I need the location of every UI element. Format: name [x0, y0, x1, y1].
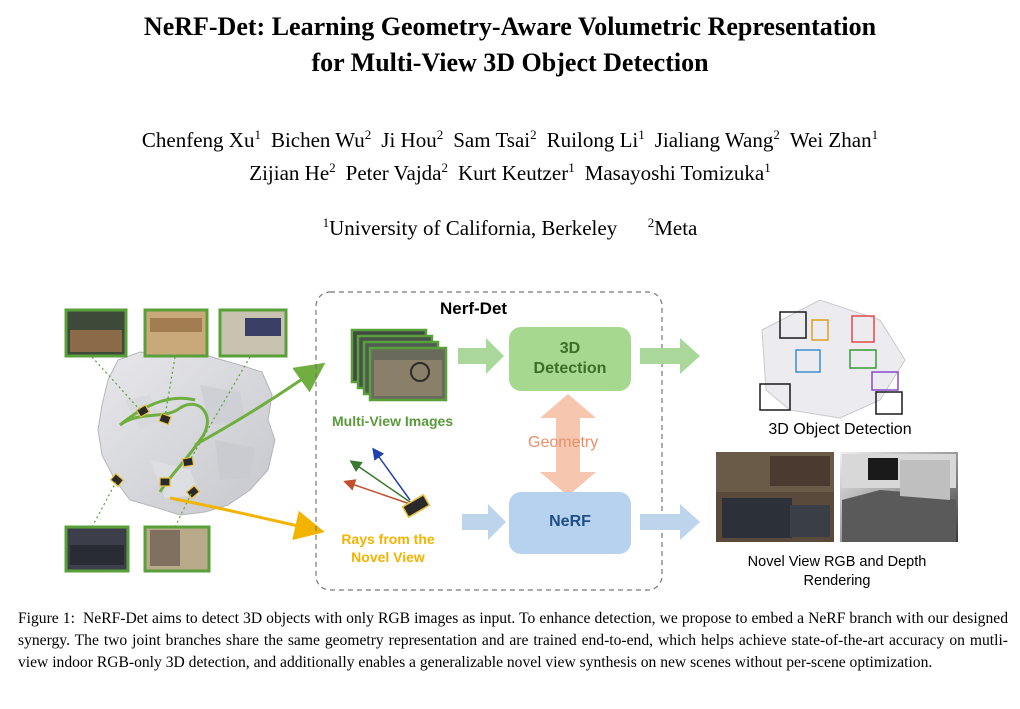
output-render-line-2: Rendering	[803, 573, 871, 589]
author-affiliation-mark: 2	[364, 127, 372, 142]
author-name: Wei Zhan	[789, 128, 872, 152]
view-thumbnail-5	[145, 527, 209, 571]
multiview-label: Multi-View Images	[332, 413, 454, 429]
output-render-line-1: Novel View RGB and Depth	[747, 554, 927, 570]
arrow-to-nerf	[462, 504, 506, 540]
output-detection-label: 3D Object Detection	[768, 421, 912, 438]
author-affiliation-mark: 2	[329, 160, 336, 175]
author-affiliation-mark: 2	[436, 127, 444, 142]
rays-diagram	[346, 450, 429, 517]
detection-label-line-1: 3D	[559, 340, 581, 357]
author-name: Chenfeng Xu	[141, 128, 255, 152]
detection-label-line-2: Detection	[533, 360, 607, 377]
rays-label-line-1: Rays from the	[341, 531, 435, 547]
arrow-to-detection	[458, 338, 504, 374]
view-thumbnail-2	[145, 310, 207, 356]
caption-label: Figure 1:	[18, 610, 75, 627]
rays-label-line-2: Novel View	[351, 549, 425, 565]
detection-label	[509, 339, 631, 379]
author-affiliation-mark: 1	[764, 160, 771, 175]
output-render-label	[716, 553, 958, 591]
multiview-images-stack	[352, 330, 446, 400]
novel-view-rgb-image	[716, 452, 834, 542]
figure-caption	[18, 608, 1008, 674]
author-name: Bichen Wu	[270, 128, 365, 152]
rays-label	[326, 530, 450, 566]
author-name: Peter Vajda	[345, 161, 442, 185]
author-name: Kurt Keutzer	[457, 161, 569, 185]
title-line-2: for Multi-View 3D Object Detection	[311, 48, 709, 77]
view-thumbnail-1	[66, 310, 126, 356]
author-affiliation-mark: 2	[530, 127, 537, 142]
arrow-nerf-out	[640, 504, 700, 540]
scene-mesh	[98, 350, 275, 515]
title-line-1: NeRF-Det: Learning Geometry-Aware Volumetric Representation	[143, 12, 877, 41]
detection-result-image	[760, 300, 905, 418]
author-name: Ruilong Li	[546, 128, 639, 152]
nerf-label: NeRF	[549, 513, 591, 530]
author-affiliation-mark: 1	[871, 127, 879, 142]
affiliation-2: $^2$Meta	[647, 215, 698, 240]
author-name: Sam Tsai	[453, 128, 531, 152]
arrow-detection-out	[640, 338, 700, 374]
author-affiliation-mark: 2	[773, 127, 780, 142]
author-affiliation-mark: 2	[441, 160, 448, 175]
affiliation-1: $^1$University of California, Berkeley	[322, 215, 618, 240]
author-affiliation-mark: 1	[254, 127, 261, 142]
view-thumbnail-4	[66, 527, 128, 571]
author-name: Ji Hou	[381, 128, 437, 152]
geometry-label: Geometry	[528, 434, 599, 451]
novel-view-depth-image	[840, 452, 958, 542]
nerf-det-title: Nerf-Det	[440, 299, 508, 318]
view-thumbnail-3	[220, 310, 286, 356]
author-name: Jialiang Wang	[654, 128, 774, 152]
author-name: Zijian He	[249, 161, 330, 185]
author-name: Masayoshi Tomizuka	[584, 161, 765, 185]
caption-text: NeRF-Det aims to detect 3D objects with only RGB images as input. To enhance detection, we propose to embed a NeRF branch with our designed synergy. The two joint branches share the same geometry representation and are trained end-to-end, which helps achieve state-of-the-art accuracy on mutli-view indoor RGB-only 3D detection, and additionally enables a generalizable novel view synthesis on new scenes without per-scene optimization.	[18, 610, 1008, 671]
author-affiliation-mark: 1	[638, 127, 645, 142]
author-affiliation-mark: 1	[568, 160, 575, 175]
